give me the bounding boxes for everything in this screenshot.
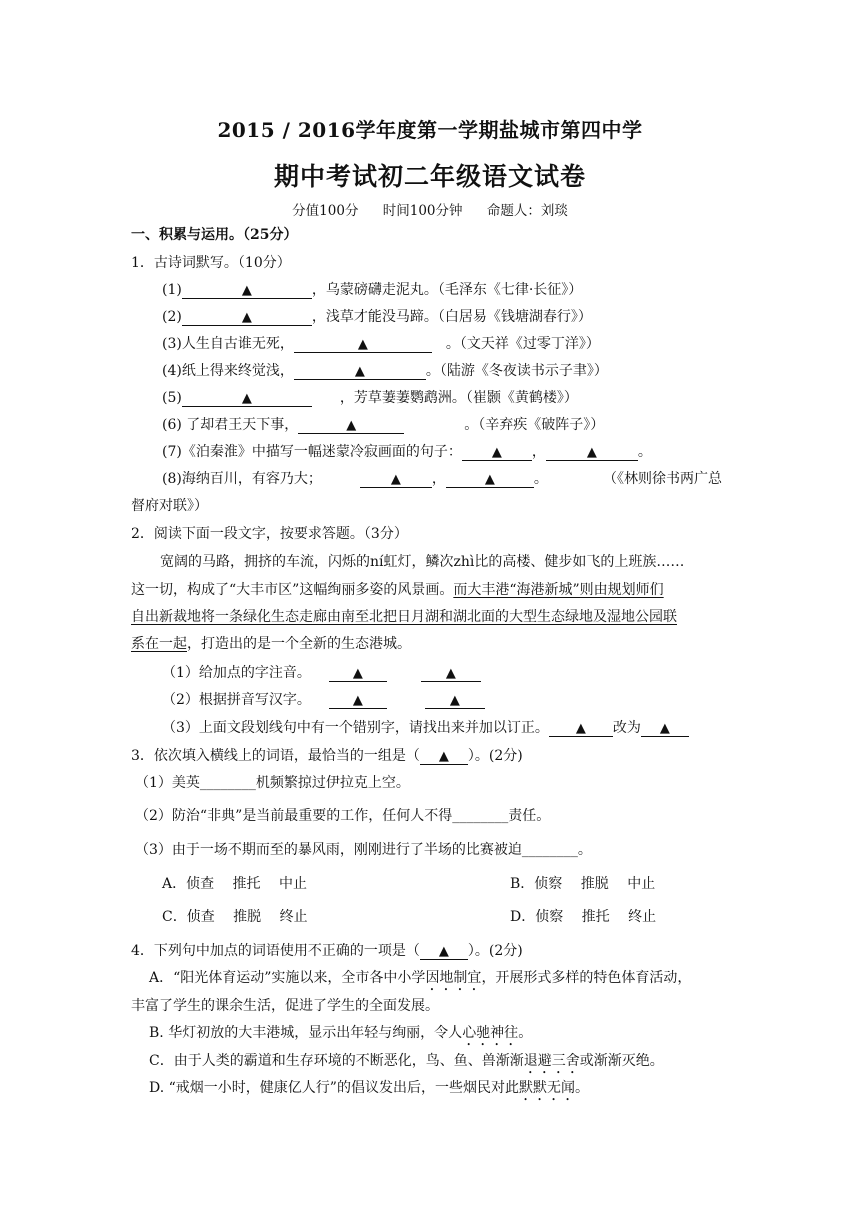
dotted-phrase: 默默无闻 xyxy=(518,1080,575,1096)
answer-blank[interactable]: ▲ xyxy=(298,417,404,434)
q2-sub1: （1）给加点的字注音。 ▲ ▲ xyxy=(162,663,481,683)
answer-blank[interactable]: ▲ xyxy=(546,444,638,461)
author-info: 命题人：刘琰 xyxy=(486,203,568,219)
q4-option-a[interactable]: A．“阳光体育运动”实施以来，全市各中小学因地制宜，开展形式多样的特色体育活动， xyxy=(149,970,692,986)
q2-stem: 2．阅读下面一段文字，按要求答题。（3分） xyxy=(131,526,408,542)
answer-blank[interactable]: ▲ xyxy=(294,363,426,380)
q4-option-c[interactable]: C．由于人类的霸道和生存环境的不断恶化，鸟、鱼、兽渐渐退避三舍或渐渐灭绝。 xyxy=(149,1053,664,1069)
answer-blank[interactable]: ▲ xyxy=(446,471,534,488)
q2-sub3: （3）上面文段划线句中有一个错别字，请找出来并加以订正。 ▲ 改为 ▲ xyxy=(162,718,689,738)
q4-stem: 4．下列句中加点的词语使用不正确的一项是（ ▲ ）。(2分) xyxy=(131,943,523,959)
answer-blank[interactable]: ▲ xyxy=(294,336,432,353)
answer-blank[interactable]: ▲ xyxy=(462,444,532,461)
time-info: 时间100分钟 xyxy=(382,203,463,219)
answer-blank[interactable]: ▲ xyxy=(420,748,468,765)
q2-para-line4: 系在一起，打造出的是一个全新的生态港城。 xyxy=(131,636,411,652)
underlined-sentence: 而大丰港“海港新城”则由规划师们 xyxy=(453,582,664,598)
answer-blank[interactable]: ▲ xyxy=(182,390,312,407)
q1-item-1: (1) ▲ ，乌蒙磅礴走泥丸。（毛泽东《七律·长征》） xyxy=(162,282,583,298)
q1-item-7: (7)《泊秦淮》中描写一幅迷蒙冷寂画面的句子： ▲ ， ▲ 。 xyxy=(162,444,652,460)
answer-blank[interactable]: ▲ xyxy=(182,309,312,326)
q1-item-4: (4)纸上得来终觉浅， ▲ 。（陆游《冬夜读书示子聿》） xyxy=(162,363,608,379)
q2-para-line2: 这一切，构成了“大丰市区”这幅绚丽多姿的风景画。而大丰港“海港新城”则由规划师们 xyxy=(131,582,664,598)
answer-blank[interactable]: ▲ xyxy=(329,692,387,709)
q3-option-d[interactable]: D．侦察 推托 终止 xyxy=(510,909,657,925)
dotted-phrase: 退避三舍 xyxy=(523,1053,580,1069)
dotted-phrase: 因地制宜 xyxy=(425,970,482,986)
q1-item-8-source: （《林则徐书两广总 xyxy=(603,471,722,487)
q2-para-line3: 自出新裁地将一条绿化生态走廊由南至北把日月湖和湖北面的大型生态绿地及湿地公园联 xyxy=(131,609,677,625)
exam-title-line2: 期中考试初二年级语文试卷 xyxy=(273,162,586,191)
q4-option-d[interactable]: D. “戒烟一小时，健康亿人行”的倡议发出后，一些烟民对此默默无闻。 xyxy=(149,1080,589,1096)
q1-item-8-source-cont: 督府对联》） xyxy=(131,498,208,514)
q2-para-line1: 宽阔的马路，拥挤的车流，闪烁的ní虹灯，鳞次zhì比的高楼、健步如飞的上班族…… xyxy=(160,554,685,570)
exam-title-line1: 2015 / 2016学年度第一学期盐城市第四中学 xyxy=(217,118,643,142)
q1-item-8: (8)海纳百川，有容乃大； ▲ ， ▲ 。 xyxy=(162,471,548,487)
q3-option-b[interactable]: B．侦察 推脱 中止 xyxy=(510,876,656,892)
answer-blank[interactable]: ▲ xyxy=(549,720,613,737)
answer-blank[interactable]: ▲ xyxy=(329,665,387,682)
q3-option-c[interactable]: C．侦查 推脱 终止 xyxy=(162,909,308,925)
q1-item-3: (3)人生自古谁无死， ▲ 。（文天祥《过零丁洋》） xyxy=(162,336,600,352)
q3-sentence-3: （3）由于一场不期而至的暴风雨，刚刚进行了半场的比赛被迫________。 xyxy=(135,842,592,858)
section-heading: 一、积累与运用。（25分） xyxy=(131,227,298,243)
exam-meta xyxy=(0,199,860,219)
answer-blank[interactable]: ▲ xyxy=(421,665,481,682)
q4-option-a-cont: 丰富了学生的课余生活，促进了学生的全面发展。 xyxy=(131,998,439,1014)
q1-item-6: (6) 了却君王天下事， ▲ 。（辛弃疾《破阵子》） xyxy=(162,417,605,433)
q3-sentence-1: （1）美英________机频繁掠过伊拉克上空。 xyxy=(135,775,410,791)
answer-blank[interactable]: ▲ xyxy=(425,692,485,709)
q2-sub2: （2）根据拼音写汉字。 ▲ ▲ xyxy=(162,690,485,710)
q3-sentence-2: （2）防治“非典”是当前最重要的工作，任何人不得________责任。 xyxy=(135,808,551,824)
q4-option-b[interactable]: B. 华灯初放的大丰港城，显示出年轻与绚丽，令人心驰神往。 xyxy=(149,1025,533,1041)
answer-blank[interactable]: ▲ xyxy=(182,282,312,299)
q1-item-2: (2) ▲ ，浅草才能没马蹄。（白居易《钱塘湖春行》） xyxy=(162,309,592,325)
answer-blank[interactable]: ▲ xyxy=(641,720,689,737)
q1-stem: 1．古诗词默写。（10分） xyxy=(131,255,291,271)
q3-stem: 3．依次填入横线上的词语，最恰当的一组是（ ▲ ）。(2分) xyxy=(131,748,523,764)
answer-blank[interactable]: ▲ xyxy=(420,943,468,960)
q1-item-5: (5) ▲ ，芳草萋萋鹦鹉洲。（崔颢《黄鹤楼》） xyxy=(162,390,578,406)
answer-blank[interactable]: ▲ xyxy=(360,471,432,488)
score-info: 分值100分 xyxy=(292,203,359,219)
q3-option-a[interactable]: A．侦查 推托 中止 xyxy=(162,876,308,892)
dotted-phrase: 心驰神往 xyxy=(462,1025,519,1041)
